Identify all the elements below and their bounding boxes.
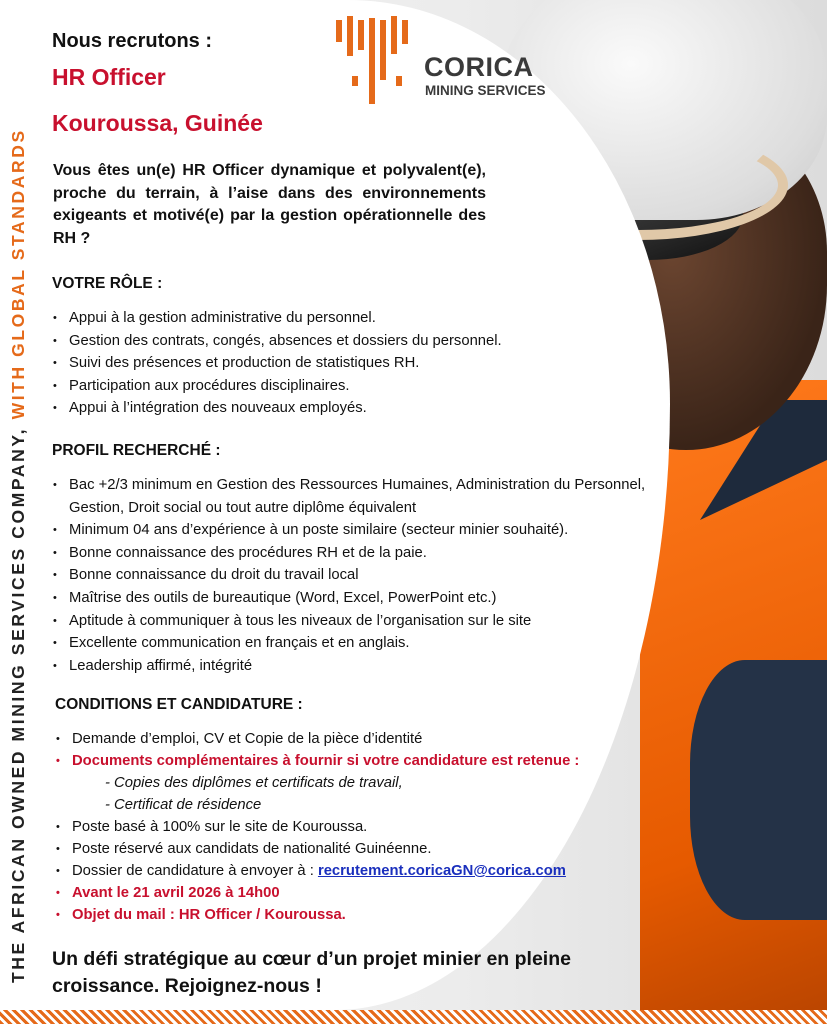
vertical-tagline [8, 118, 29, 983]
decorative-pattern-strip [0, 1010, 827, 1024]
conditions-list [55, 728, 675, 926]
profile-list [52, 474, 652, 677]
closing-line1: Un défi stratégique au cœur d’un projet minier en pleine [52, 948, 571, 970]
list-item: • Bac +2/3 minimum en Gestion des Ressources Humaines, Administration du Personnel, Gestion, Droit social ou tout autre diplôme équivalent [52, 474, 652, 519]
role-list [52, 307, 612, 420]
brand-name: CORICA [424, 52, 534, 82]
email-label: Dossier de candidature à envoyer à : [72, 863, 318, 879]
list-item: • Poste réservé aux candidats de nationalité Guinéenne. [55, 838, 675, 860]
list-item: • Aptitude à communiquer à tous les niveaux de l’organisation sur le site [52, 610, 652, 633]
sleeve [690, 660, 827, 920]
list-item: • Leadership affirmé, intégrité [52, 655, 652, 678]
kicker: Nous recrutons : [52, 30, 213, 52]
list-item: • Avant le 21 avril 2026 à 14h00 [55, 882, 675, 904]
job-location: Kouroussa, Guinée [52, 110, 263, 136]
list-item: • Appui à l’intégration des nouveaux employés. [52, 397, 612, 420]
closing-statement [52, 946, 571, 1000]
list-item: • Demande d’emploi, CV et Copie de la pièce d’identité [55, 728, 675, 750]
list-item: • Poste basé à 100% sur le site de Kouroussa. [55, 816, 675, 838]
list-item: • Maîtrise des outils de bureautique (Word, Excel, PowerPoint etc.) [52, 587, 652, 610]
tagline-part1: THE AFRICAN OWNED MINING SERVICES COMPANY, [8, 419, 28, 983]
list-item: • Bonne connaissance des procédures RH et de la paie. [52, 542, 652, 565]
list-item: • Excellente communication en français et en anglais. [52, 632, 652, 655]
tagline-part2: WITH GLOBAL STANDARDS [8, 128, 28, 420]
conditions-heading: CONDITIONS ET CANDIDATURE : [55, 696, 303, 713]
intro-text: Vous êtes un(e) HR Officer dynamique et polyvalent(e), proche du terrain, à l’aise dans des environnements exigeants et motivé(e) par la gestion opérationnelle des RH ? [53, 162, 486, 247]
list-item: • Bonne connaissance du droit du travail local [52, 564, 652, 587]
list-item: • Minimum 04 ans d’expérience à un poste similaire (secteur minier souhaité). [52, 519, 652, 542]
list-item [55, 860, 675, 882]
list-item: • Participation aux procédures disciplinaires. [52, 375, 612, 398]
job-title: HR Officer [52, 64, 166, 90]
list-item: • Suivi des présences et production de statistiques RH. [52, 352, 612, 375]
closing-line2: croissance. Rejoignez-nous ! [52, 975, 322, 997]
list-item: • Documents complémentaires à fournir si votre candidature est retenue : [55, 750, 675, 772]
role-heading: VOTRE RÔLE : [52, 275, 163, 292]
list-item: • Appui à la gestion administrative du personnel. [52, 307, 612, 330]
brand-subtitle: MINING SERVICES [425, 83, 546, 98]
profile-heading: PROFIL RECHERCHÉ : [52, 442, 221, 459]
list-item: • Gestion des contrats, congés, absences et dossiers du personnel. [52, 330, 612, 353]
sub-item: - Certificat de résidence [105, 797, 262, 813]
list-item: • Objet du mail : HR Officer / Kouroussa. [55, 904, 675, 926]
sub-item: - Copies des diplômes et certificats de travail, [105, 775, 403, 791]
corica-logo-icon [336, 16, 414, 106]
email-link[interactable]: recrutement.coricaGN@corica.com [317, 863, 566, 879]
